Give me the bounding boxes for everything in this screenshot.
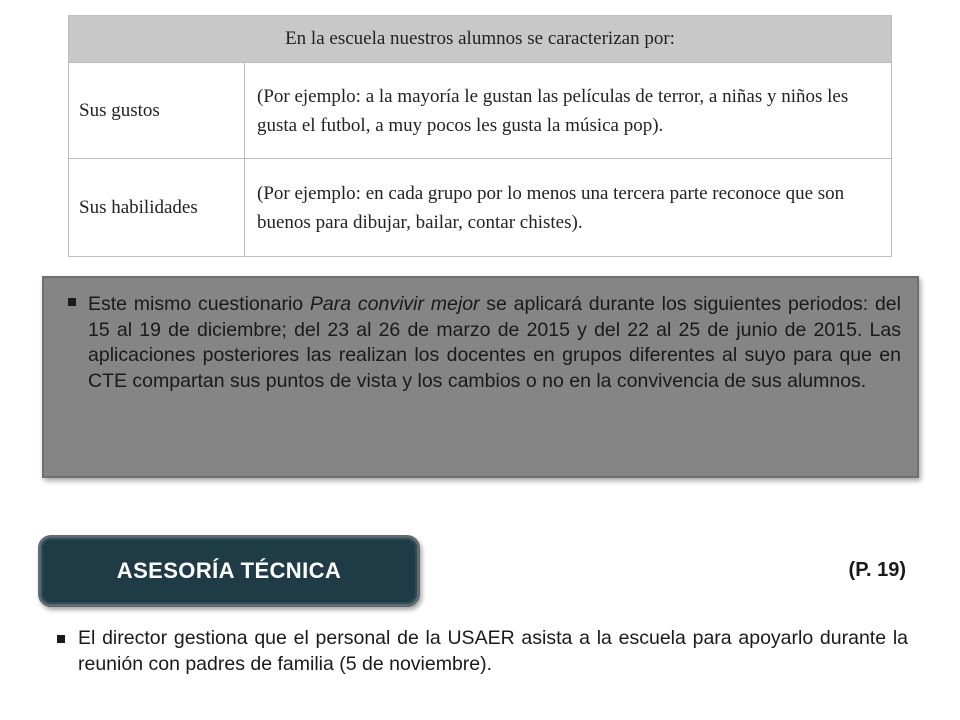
square-bullet-icon bbox=[68, 298, 76, 306]
section-title: ASESORÍA TÉCNICA bbox=[116, 558, 342, 583]
table-row bbox=[69, 63, 892, 159]
bottom-paragraph: El director gestiona que el personal de la USAER asista a la escuela para apoyarlo durante la reunión con padres de familia (5 de noviembre). bbox=[78, 627, 908, 675]
note-text-before: Este mismo cuestionario bbox=[88, 293, 310, 315]
note-text-after: se aplicará durante los siguientes periodos: del 15 al 19 de diciembre; del 23 al 26 de marzo de 2015 y del 22 al 25 de junio de 2015. Las aplicaciones posteriores las realizan los docentes en grupos diferentes al suyo para que en CTE compartan sus puntos de vista y los cambios o no en la convivencia de sus alumnos. bbox=[88, 293, 901, 392]
note-box bbox=[42, 276, 919, 478]
table-header: En la escuela nuestros alumnos se caracterizan por: bbox=[69, 16, 892, 63]
page-reference: (P. 19) bbox=[848, 559, 906, 581]
section-tag bbox=[38, 535, 420, 607]
square-bullet-icon bbox=[57, 635, 65, 643]
row-label-habilidades: Sus habilidades bbox=[69, 159, 245, 257]
row-text-gustos: (Por ejemplo: a la mayoría le gustan las películas de terror, a niñas y niños les gusta el futbol, a muy pocos les gusta la música pop). bbox=[245, 63, 892, 159]
row-label-gustos: Sus gustos bbox=[69, 63, 245, 159]
table-row bbox=[69, 159, 892, 257]
row-text-habilidades: (Por ejemplo: en cada grupo por lo menos una tercera parte reconoce que son buenos para dibujar, bailar, contar chistes). bbox=[245, 159, 892, 257]
note-paragraph bbox=[88, 292, 901, 394]
characteristics-table bbox=[68, 15, 892, 257]
questionnaire-title: Para convivir mejor bbox=[309, 293, 480, 315]
